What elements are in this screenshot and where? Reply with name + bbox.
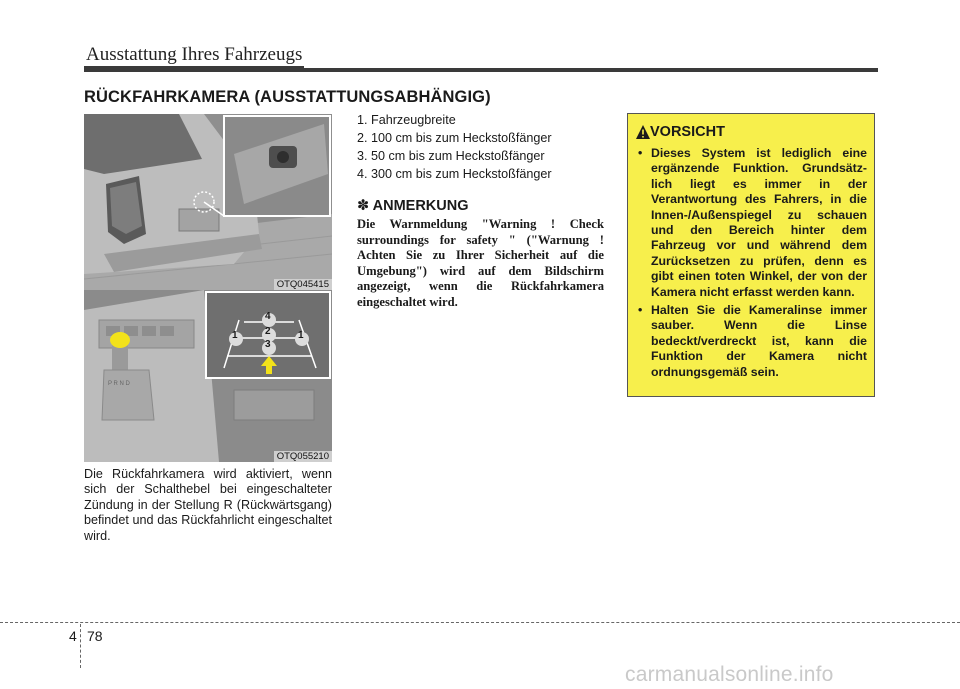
caution-item: • Dieses System ist lediglich eine ergänzende Funktion. Grundsätz-lich liegt es immer in der Verantwortung des Fahrers, in die Innen-/Außenspiegel zu schauen und den Bereich hinter dem Fahrzeug vor und während dem Zurücksetzen zu prüfen, denn es gibt einen toten Winkel, der von der Kamera nicht erfasst werden kann. [638,146,867,300]
legend-item: 3. 50 cm bis zum Heckstoßfänger [357,149,545,163]
guide-label-3: 3 [265,339,271,350]
guide-label-1-left: 1 [232,330,238,341]
guide-label-1-right: 1 [298,330,304,341]
caution-list [638,146,867,383]
camera-display-image [84,290,332,462]
legend-item: 4. 300 cm bis zum Heckstoßfänger [357,167,552,181]
guide-legend [357,111,552,183]
footer-divider [80,624,81,668]
guide-label-4: 4 [265,311,271,322]
svg-text:P R N D: P R N D [108,381,130,387]
guide-label-2: 2 [265,326,271,337]
note-heading: ✽ ANMERKUNG [357,198,469,214]
chapter-number: 4 [69,628,77,644]
top-image-caption: OTQ045415 [274,279,332,290]
section-heading: RÜCKFAHRKAMERA (AUSSTATTUNGSABHÄNGIG) [84,88,491,106]
header-rule-accent [84,66,304,72]
watermark: carmanualsonline.info [625,663,834,686]
rear-vehicle-illustration [84,114,332,290]
header-title: Ausstattung Ihres Fahrzeugs [86,44,303,65]
rear-camera-location-image [84,114,332,290]
activation-paragraph: Die Rückfahrkamera wird aktiviert, wenn sich der Schalthebel bei eingeschalteter Zündung in der Stellung R (Rückwärtsgang) befindet und das Rückfahrlicht eingeschaltet wird. [84,467,332,543]
legend-item: 1. Fahrzeugbreite [357,113,456,127]
caution-box [627,113,875,397]
warning-triangle-icon [636,125,650,139]
caution-item: • Halten Sie die Kameralinse immer sauber. Wenn die Linse bedeckt/verdreckt ist, kann die Funktion der Kamera nicht ordnungsgemäß sein. [638,303,867,380]
caution-title: VORSICHT [650,124,725,140]
bottom-image-caption: OTQ055210 [274,451,332,462]
legend-item: 2. 100 cm bis zum Heckstoßfänger [357,131,552,145]
dashboard-illustration [84,290,332,462]
page-number: 78 [87,628,103,644]
note-body: Die Warnmeldung "Warning ! Check surroundings for safety " ("Warnung ! Achten Sie zu Ihrer Sicherheit auf die Umgebung") wird auf dem Bildschirm angezeigt, wenn die Rückfahrkamera eingeschaltet wird. [357,217,604,309]
footer-rule [0,622,960,623]
